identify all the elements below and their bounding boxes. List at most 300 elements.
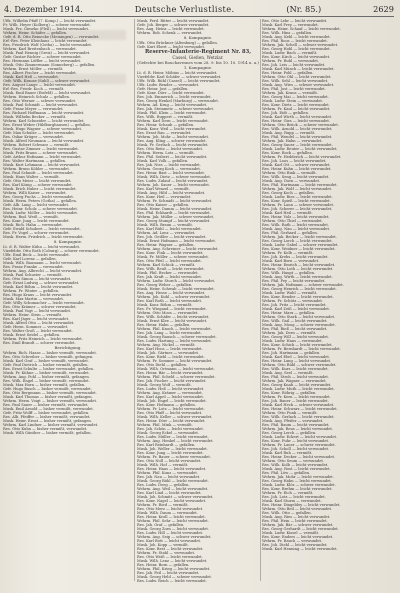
list-item: Res. Konr. Jung — leicht verwundet.: [137, 451, 204, 455]
list-item: Res. Wilh. Schäfer — leicht verwundet.: [137, 315, 210, 319]
list-item: Gefr. Arthur Hofmann — leicht verwundet.: [3, 155, 82, 159]
list-item: Musk. Hans Walter — vermißt.: [3, 175, 60, 179]
list-item: Musk. Konr. Böhm — vermißt.: [137, 303, 193, 307]
list-item: Res. Jak. Nies — leicht verwundet.: [137, 163, 201, 167]
list-item: Musk. Alfred Neumann — leicht verwundet.: [3, 139, 85, 143]
list-item: Musk. Karl Ruh — vermißt.: [262, 451, 313, 455]
list-item: Res. Joh. Diehl — leicht verwundet.: [262, 543, 328, 547]
list-item: Musk. Joh. Schmitt — schwer verwundet.: [137, 495, 214, 499]
list-item: Wehrm. Rich. Haase — bisher vermißt, verwundet.: [3, 351, 97, 355]
section-heading: 8. Kompagnie.: [53, 239, 83, 244]
list-item: Res. Phil. Wendel — leicht verwundet.: [262, 135, 333, 139]
list-item: Res. Heinr. Schaub — gefallen.: [137, 123, 195, 127]
list-item: Wehrm. Fr. Lotz — leicht verwundet.: [137, 407, 205, 411]
list-item: Wehrm. Georg Koch — verwundet.: [137, 167, 201, 171]
list-item: Musk. Georg Eckel — verwundet.: [137, 431, 199, 435]
list-item: Res. Otto Noll — leicht verwundet.: [137, 459, 202, 463]
list-item: Musk. Ludw. Haas — verwundet.: [262, 339, 323, 343]
list-item: Fr. Wilh. Heyer (Kolberg) — schwer verwundet.: [3, 23, 91, 27]
list-item: Res. Gustav Zimmer — leicht verwundet.: [3, 147, 79, 151]
list-item: Wehrm. Fr. Sommer — leicht verwundet.: [137, 359, 213, 363]
list-item: Wehrm. Aug. Henkel — leicht verwundet.: [137, 439, 214, 443]
list-item: Gefr. Alb. Lang — leicht verwundet.: [3, 203, 70, 207]
list-item: Wehrm. Karl Schneider — leicht verwundet.: [3, 119, 85, 123]
list-item: Wehrm. Jak. Hofmann — schwer verwundet.: [262, 283, 344, 287]
list-item: Res. Wilh. Engel — bisher vermißt, verwundet.: [3, 379, 90, 383]
list-item: Res. Phil. Eckhardt — leicht verwundet.: [137, 211, 211, 215]
list-item: Res. Heinr. Gies — leicht verwundet.: [262, 119, 330, 123]
list-item: Res. Otto Pfeil — leicht verwundet.: [137, 259, 202, 263]
list-item: Wehrm. Fr. Kaul — leicht verwundet.: [262, 107, 331, 111]
list-item: Musk. Herm. Peters (Gotha) — gefallen.: [3, 199, 77, 203]
list-item: Res. Heinr. Schwarz — leicht verwundet.: [262, 407, 338, 411]
list-item: Res. Konr. Bender — leicht verwundet.: [262, 295, 334, 299]
list-item: Wehrm. Ad. Lenz — verwundet.: [137, 231, 196, 235]
list-item: Res. Phil. Baum — leicht verwundet.: [262, 423, 330, 427]
list-item: Musk. Max Horn — bisher vermißt, gefallen.: [3, 383, 86, 387]
list-item: Musk. Aug. Moog — schwer verwundet.: [262, 323, 336, 327]
list-item: Wehrm. Fr. Stahl — verwundet.: [137, 551, 196, 555]
list-item: Musk. Phil. Becker — verwundet.: [137, 271, 199, 275]
header-title: Deutsche Verlustliste.: [134, 4, 235, 14]
list-item: Wehrm. Otto Rühl — schwer verwundet.: [262, 363, 337, 367]
list-item: Res. Friedrich Wolf (Gotha) — leicht verwundet.: [3, 43, 93, 47]
list-item: Musk. Karl Graf — bisher vermißt, verwundet.: [3, 359, 89, 363]
list-item: Musk. Heinr. Ernst — bisher vermißt, gefangen.: [3, 419, 92, 423]
list-item: Gefr. Joh. Berger — schwer verwundet.: [137, 23, 210, 27]
list-item: Res. Heinr. Hahn — gefallen.: [137, 323, 191, 327]
list-item: Musk. Ludw. Bach — vermißt.: [262, 51, 318, 55]
list-item: Gefr. Franz Meyer — verwundet.: [3, 107, 64, 111]
list-item: Res. Konr. Röhrig — gefallen.: [262, 391, 317, 395]
list-item: Res. Otto Simon — leicht verwundet.: [3, 277, 72, 281]
list-item: Musk. Karl Ebel — leicht verwundet.: [262, 355, 331, 359]
list-item: Res. Jak. Fischer — leicht verwundet.: [137, 379, 207, 383]
list-item: Res. Albert Fischer — leicht verwundet.: [3, 71, 77, 75]
list-item: Res. Otto Kuhn — bisher vermißt, verwundet.: [3, 427, 88, 431]
page-header: [4, 2, 394, 16]
list-item: Musk. Karl Frey — verwundet.: [262, 23, 319, 27]
list-item: Res. Karl König — schwer verwundet.: [3, 183, 73, 187]
list-item: Res. Ludw. Hartung — leicht verwundet.: [137, 339, 213, 343]
list-item: Wehrm. Fr. Eich — vermißt.: [262, 491, 314, 495]
column-1: [3, 19, 133, 583]
list-item: Res. Ludw. Müller — leicht verwundet.: [137, 435, 209, 439]
list-item: Wehrm. Fr. Ried — vermißt.: [137, 503, 189, 507]
list-item: Wehrm. Fr. Kolb — vermißt.: [262, 251, 314, 255]
list-item: Musk. Fr. Möller — schwer verwundet.: [137, 255, 210, 259]
header-rule: [4, 16, 394, 17]
list-item: Res. Phil. Löw — gefallen.: [262, 471, 311, 475]
list-item: Musk. Emil Bauer (Eisfeld) — leicht verwundet.: [3, 91, 92, 95]
header-page-number: 2629: [373, 4, 394, 14]
list-item: Res. Hugo Kraus — leicht verwundet.: [3, 293, 73, 297]
list-item: Musk. Aug. Kehl — leicht verwundet.: [262, 35, 331, 39]
list-item: Uffz. Ludw. Bender — verwundet.: [137, 83, 200, 87]
list-item: Res. Karl Lind — leicht verwundet.: [137, 491, 202, 495]
list-item: Musk. Aug. Rupp — vermißt.: [262, 131, 316, 135]
column-1-list-2: [3, 245, 133, 345]
list-item: Wehrm. Aug. Krämer — verwundet.: [137, 391, 203, 395]
list-item: Gefr. Hugo Busch — bisher vermißt, verwundet.: [3, 387, 92, 391]
list-item: Res. Jak. Feil — leicht verwundet.: [137, 571, 200, 575]
list-item: Wehrm. Otto Brück — schwer verwundet.: [262, 123, 339, 127]
list-item: Res. Aug. Heinz — leicht verwundet.: [137, 27, 205, 31]
list-item: Res. Franz Franke — verwundet.: [3, 265, 64, 269]
list-item: Wehrm. Aug. Seip — schwer verwundet.: [137, 535, 212, 539]
list-item: Musk. Karl Ott — schwer verwundet.: [262, 163, 331, 167]
list-item: Res. Wilh. Seng — leicht verwundet.: [262, 175, 330, 179]
list-item: Musk. Karl Böhm — leicht verwundet.: [3, 285, 74, 289]
list-item: Wehrm. Otto Beil — leicht verwundet.: [262, 507, 333, 511]
section-heading-correction: Berichtigung.: [54, 345, 82, 350]
list-item: Wehrm. Phil. Mink — vermißt.: [137, 423, 193, 427]
list-item: Res. Phil. Hein — leicht verwundet.: [262, 519, 328, 523]
list-item: Wehrm. Willi Kaiser — verwundet.: [3, 191, 67, 195]
list-item: Res. Otto Merz — leicht verwundet.: [137, 507, 204, 511]
list-item: Gefr. Gustav Richter — schwer verwundet.: [3, 55, 82, 59]
list-item: Res. Heinr. Volz — leicht verwundet.: [262, 215, 330, 219]
list-item: Musk. Paul Schuster — vermißt.: [3, 273, 63, 277]
list-item: Erf.-Res. Peter Kleinhans — leicht verwundet.: [3, 39, 88, 43]
list-item: Wehrm. Jak. Mohr — leicht verwundet.: [262, 475, 334, 479]
list-item: Res. Karl Reinhardt — gefallen.: [137, 443, 196, 447]
list-item: Musk. Ludw. Gabel — schwer verwundet.: [262, 243, 339, 247]
list-item: Musk. Ludw. Möller — leicht verwundet.: [3, 211, 78, 215]
list-item: Wehrm. Fr. Lauer — schwer verwundet.: [262, 443, 336, 447]
list-item: Res. Phil. Stroh — leicht verwundet.: [262, 375, 330, 379]
list-item: Res. Heinr. Kuhn — leicht verwundet.: [262, 167, 332, 171]
list-item: Res. Otto Schreiber — bisher vermißt, gefangen.: [3, 355, 94, 359]
list-item: Res. Ernst Schulte — bisher verwundet, gefallen.: [3, 367, 95, 371]
list-item: Res. Joh. Krebs — leicht verwundet.: [262, 255, 329, 259]
list-item: Res. Wilh. Haupt — gefallen.: [262, 271, 316, 275]
list-item: Wehrm. Joh. Sauer — leicht verwundet.: [137, 183, 210, 187]
list-item: Wehrm. Jak. Kraus — vermißt.: [262, 91, 319, 95]
list-item: Musk. Karl Thomas — bisher vermißt, gefangen.: [3, 395, 93, 399]
list-item: Wehrm. Karl Schick — vermißt.: [137, 263, 196, 267]
list-item: Res. Konr. Heil — verwundet.: [137, 195, 192, 199]
list-item: Wehrm. Fr. Ruhl — verwundet.: [262, 59, 320, 63]
list-item: Musk. Ernst Seidel — gefallen.: [3, 333, 61, 337]
list-item: Vizefeldw. Otto Roth (Coburg) — schwer verwundet.: [3, 249, 100, 253]
list-item: Res. Georg Koch — gefallen.: [262, 191, 315, 195]
list-item: Res. Heinr. Dörr — leicht verwundet.: [137, 419, 206, 423]
list-item: Res. Emil Brandt — schwer verwundet.: [3, 341, 76, 345]
list-item: Wehrm. Otto Ohl — leicht verwundet.: [262, 75, 332, 79]
list-item: Wehrm. Heinr. Schaaf — leicht verwundet.: [262, 27, 341, 31]
list-item: Res. Otto Lehr — leicht verwundet.: [262, 19, 328, 23]
list-item: Erf.-Res. Friedr. Koch — vermißt.: [3, 87, 65, 91]
column-2-list-a: [137, 41, 259, 49]
list-item: Res. Georg Lorch — leicht verwundet.: [262, 239, 333, 243]
list-item: Gefr. Herm. Sommer — verwundet.: [3, 325, 69, 329]
list-item: Wehrm. Ad. Krug — leicht verwundet.: [137, 103, 208, 107]
list-item: Wehrm. Jak. Reus — leicht verwundet.: [262, 427, 334, 431]
list-item: Res. Georg Hahn — leicht verwundet.: [262, 479, 332, 483]
column-3: [262, 19, 394, 583]
list-item: Musk. Hugo Wagner — schwer verwundet.: [3, 127, 83, 131]
list-item: Wehrm. Rud. Weiß — vermißt.: [3, 215, 59, 219]
list-item: Res. Georg Henkel (Marburg) — verwundet.: [137, 99, 219, 103]
list-item: Res. Ernst Weber (Hildburghausen) — gefallen.: [3, 123, 91, 127]
list-item: Res. Karl Jäger — leicht verwundet.: [3, 317, 70, 321]
list-item: Wehrm. Phil. Scheld — schwer verwundet.: [137, 375, 216, 379]
list-item: Res. Joh. Leis — leicht verwundet.: [262, 63, 326, 67]
list-item: Res. Phil. Seibert — leicht verwundet.: [137, 155, 208, 159]
column-1-list-3: [3, 351, 133, 435]
list-item: Res. Otto Werner — schwer verwundet.: [3, 99, 77, 103]
list-item: Gefr. Wilh. Krause (Suhl) — schwer verwundet.: [3, 79, 91, 83]
regiment-battles: (Gefechte bei Bouchavesnes vom 28. 9. bis 10. 10. 1914 u. a.): [137, 60, 259, 65]
list-item: Musk. Ludw. Stein — verwundet.: [262, 99, 323, 103]
list-item: Gefr. Ewald Schubert — leicht verwundet.: [3, 227, 81, 231]
list-item: Musk. Paul Hennig (Greiz) — leicht verwundet.: [3, 51, 91, 55]
list-item: Musk. Karl Born — verwundet.: [262, 259, 320, 263]
list-item: Gefr. d. R. Otto Reinecke (Meiningen) — verwundet.: [3, 35, 100, 39]
list-item: Res. Wilh. Otto — gefallen.: [262, 511, 312, 515]
list-item: Musk. Aug. Wies — schwer verwundet.: [262, 83, 335, 87]
list-item: Res. Joh. Bauer — leicht verwundet.: [262, 399, 329, 403]
list-item: Res. Konr. Jung — leicht verwundet.: [3, 219, 70, 223]
list-item: Musk. Ludw. Muth — leicht verwundet.: [262, 387, 335, 391]
list-item: Musk. Otto Zimmermann (Sonneberg) — gefallen.: [3, 63, 96, 67]
list-item: Res. Jak. Kraft — leicht verwundet.: [137, 275, 202, 279]
column-2: [137, 19, 259, 583]
list-item: Musk. Heinr. Schwab — leicht verwundet.: [137, 287, 215, 291]
column-divider: [134, 19, 135, 581]
list-item: Res. Phil. Jost — leicht verwundet.: [262, 87, 326, 91]
list-item: Gefr. Paul Dietrich — bisher vermißt, gefallen.: [3, 363, 89, 367]
list-item: Musk. Fr. Kühne — bisher vermißt, verwundet.: [3, 371, 90, 375]
list-item: Musk. Karl Heß — verwundet.: [3, 75, 59, 79]
list-item: Gefr. Willy Schumacher — leicht verwundet.: [3, 301, 85, 305]
regiment-title: Reserve-Infanterie-Regiment Nr. 83,: [144, 49, 252, 55]
list-item: Wehrm. Ludw. Storch — leicht verwundet.: [137, 279, 216, 283]
list-item: Res. Otto Weiß — leicht verwundet.: [137, 555, 203, 559]
list-item: Res. Otto Reitz — leicht verwundet.: [137, 147, 204, 151]
list-item: Res. Joh. Scholl — leicht verwundet.: [262, 447, 330, 451]
list-item: Musk. Georg Rühl — leicht verwundet.: [137, 479, 209, 483]
list-item: Res. Georg Fuchs — leicht verwundet.: [3, 195, 74, 199]
list-item: Res. Jak. Steinmetz — schwer verwundet.: [137, 107, 215, 111]
list-item: Res. Karl Wenzel — vermißt.: [137, 187, 190, 191]
list-item: Res. Wilh. Ruth — leicht verwundet.: [262, 223, 329, 227]
list-item: Res. Karl Rühl — leicht verwundet.: [137, 227, 202, 231]
list-item: Res. Walter Groß — leicht verwundet.: [3, 329, 73, 333]
list-item: Gefr. Fritz Wolff — bisher verwundet, gefallen.: [3, 411, 90, 415]
list-item: Res. Wilh. Arnold — leicht verwundet.: [262, 127, 333, 131]
list-item: Res. Wilh. Ruppert — vermißt.: [137, 115, 194, 119]
list-item: Res. Konr. Bock — gefallen.: [262, 151, 313, 155]
list-item: Res. Oskar Krüger — verwundet.: [3, 135, 65, 139]
list-item: Wehrm. Otto Seum — verwundet.: [262, 459, 324, 463]
list-item: Wehrm. Joh. Mohr — leicht verwundet.: [137, 135, 210, 139]
list-item: Musk. Aug. Rost — leicht verwundet.: [262, 467, 331, 471]
list-item: Res. Heinr. Wagner — gefallen.: [137, 243, 195, 247]
list-item: Musk. Kurt Lehmann — leicht verwundet.: [3, 163, 81, 167]
list-item: Res. Karl Appel — leicht verwundet.: [137, 395, 204, 399]
list-item: Wehrm. Fr. Schmidt — leicht verwundet.: [137, 199, 213, 203]
list-item: Res. Heinr. Kroll — leicht verwundet.: [137, 515, 206, 519]
list-item: Res. Georg Gerhardt — leicht verwundet.: [262, 527, 339, 531]
list-item: Wehrm. Fr. Kern — leicht verwundet.: [262, 395, 331, 399]
list-item: Musk. Wilh. Baumann — leicht verwundet.: [3, 261, 82, 265]
list-item: Res. Konr. Fink — leicht verwundet.: [137, 251, 204, 255]
list-item: Wehrm. Aug. Albrecht — leicht verwundet.: [3, 269, 83, 273]
list-item: Res. Konr. Brehm — leicht verwundet.: [262, 487, 333, 491]
list-item: Musk. Alfred Otto — leicht verwundet.: [3, 321, 75, 325]
list-item: Wehrm. Otto Stark — leicht verwundet.: [262, 315, 336, 319]
list-item: Wehrm. Robert Schwarz — vermißt.: [3, 143, 70, 147]
list-item: Res. Wilh. Kurz — leicht verwundet.: [262, 367, 329, 371]
list-item: Wehrm. Jak. Schell — schwer verwundet.: [262, 43, 339, 47]
list-item: Wehrm. Jak. Bär — schwer verwundet.: [262, 523, 334, 527]
list-item: Uffz. Wilhelm Pfaff (7. Komp.) — leicht verwundet.: [3, 19, 97, 23]
list-item: Res. Jak. Lang — leicht verwundet.: [137, 331, 202, 335]
list-item: Res. Karl Bott — leicht verwundet.: [137, 539, 202, 543]
list-item: Res. Heinr. Dingeldey — leicht verwundet.: [262, 503, 341, 507]
list-item: Res. Heinr. Decker — leicht verwundet.: [262, 455, 336, 459]
list-item: Res. Ernst Rau — verwundet.: [137, 131, 192, 135]
list-item: Res. Konr. Enders — leicht verwundet.: [262, 535, 334, 539]
list-item: Musk. Karl Wirth — leicht verwundet.: [262, 115, 333, 119]
list-item: Musk. Karl Zeiß — leicht verwundet.: [262, 307, 330, 311]
list-item: Musk. Paul Schmidt — leicht verwundet.: [3, 103, 79, 107]
list-item: Musk. Wilh. Dietz — schwer verwundet.: [137, 175, 211, 179]
list-item: Res. Joh. Eidt — gefallen.: [262, 111, 309, 115]
list-item: Wehrm. Bruno Köhler — verwundet.: [3, 167, 70, 171]
list-item: Musk. Georg Zorn — leicht verwundet.: [137, 527, 210, 531]
list-item: Res. Phil. Rieß — leicht verwundet.: [262, 327, 328, 331]
list-item: Musk. Ludw. Wahl — vermißt.: [262, 291, 318, 295]
list-item: Wehrm. Otto Loth — leicht verwundet.: [262, 267, 334, 271]
list-item: Musk. Aug. Pfeifer — verwundet.: [262, 419, 324, 423]
list-item: Wehrm. Fr. Bernhardt — leicht verwundet.: [262, 347, 341, 351]
list-item: Wehrm. Otto Moos — verwundet.: [137, 311, 199, 315]
list-item: Res. Georg Stumpf — leicht verwundet.: [137, 219, 211, 223]
list-item: Musk. Aug. Wirth — leicht verwundet.: [262, 275, 333, 279]
list-item: Musk. Joh. Engel — leicht verwundet.: [137, 399, 207, 403]
list-item: Wehrm. Rob. Schenk — verwundet.: [137, 31, 203, 35]
list-item: Lt. d. R. Walter Kühn — leicht verwundet.: [3, 245, 81, 249]
list-item: Wehrm. Jak. Wagner — verwundet.: [262, 379, 327, 383]
list-item: Res. Georg Sauer — leicht verwundet.: [262, 143, 333, 147]
list-item: Musk. Emil Arnold — bisher vermißt, verwundet.: [3, 407, 94, 411]
column-2-list-b: [137, 71, 259, 583]
list-item: Wehrm. Fr. Laun — schwer verwundet.: [262, 203, 335, 207]
list-item: Res. Konr. Spieß — leicht verwundet.: [262, 199, 331, 203]
list-item: Musk. Joh. Gärtner — verwundet.: [137, 351, 200, 355]
column-divider: [260, 19, 261, 581]
list-item: Musk. Frz. Gieseke (Pleß) — leicht verwundet.: [3, 27, 90, 31]
list-item: Res. Heinr. Marx — gefallen.: [262, 311, 316, 315]
list-item: Musk. Ernst Hofmann — leicht verwundet.: [137, 239, 217, 243]
list-item: Res. Otto Krämer — schwer verwundet.: [3, 305, 77, 309]
list-item: Wehrm. Karl Dern — leicht verwundet.: [137, 119, 209, 123]
list-item: Res. Jak. Graf — gefallen.: [137, 523, 185, 527]
list-item: Res. Ludw. Zulauf — leicht verwundet.: [137, 179, 209, 183]
list-item: Wehrm. Fr. Schütz — verwundet.: [262, 299, 324, 303]
list-item: Res. Karl Hoos — leicht verwundet.: [137, 347, 203, 351]
list-item: Res. Otto Diehl — gefallen.: [137, 363, 188, 367]
list-item: Uffz. Emil Beck — leicht verwundet.: [3, 253, 70, 257]
list-item: Musk. Konr. Weil — leicht verwundet.: [137, 127, 207, 131]
list-item: Res. Joh. Emmerich — leicht verwundet.: [137, 95, 212, 99]
list-item: Wehrm. Fr. Rauch — verwundet.: [262, 539, 323, 543]
list-item: Res. Joh. Hartmann — gefallen.: [262, 351, 321, 355]
list-item: Wehrm. Heinr. Schäfer — gefallen.: [3, 31, 68, 35]
section-heading-company: 1. Kompagnie.: [183, 65, 213, 70]
list-item: Musk. Ludw. Eckert — leicht verwundet.: [262, 435, 338, 439]
list-item: Res. Wilh. Kolb — leicht verwundet.: [262, 463, 329, 467]
list-item: Res. Joh. Loos — leicht verwundet.: [262, 159, 327, 163]
list-item: Res. Richard Hoffmann — leicht verwundet.: [3, 111, 85, 115]
list-item: Res. Phil. Roos — leicht verwundet.: [262, 39, 328, 43]
header-issue-number: (Nr. 85.): [286, 4, 322, 14]
list-item: Res. Alb. Pfeiffer — bisher vermißt, verwundet.: [3, 415, 91, 419]
list-item: Wehrm. Karl Breitenbach — verwundet.: [3, 47, 77, 51]
section-heading: 8. Kompagnie.: [183, 35, 213, 40]
column-1-list: [3, 19, 133, 239]
list-item: Res. Phil. Gerhard — gefallen.: [262, 231, 318, 235]
list-item: Res. Konr. Schick — leicht verwundet.: [262, 343, 333, 347]
list-item: Wehrm. Otto Rink — vermißt.: [262, 171, 317, 175]
list-item: Res. Paul Schmitt — leicht verwundet.: [3, 171, 74, 175]
list-item: Musk. Karl Volk — gefallen.: [137, 159, 189, 163]
list-item: Res. Phil. Hartmann — leicht verwundet.: [262, 183, 338, 187]
list-item: Musk. Karl Sturm — verwundet.: [262, 499, 322, 503]
list-item: Res. Heinr. Haas — leicht verwundet.: [137, 467, 207, 471]
list-item: Gefr. Max Schulze — leicht verwundet.: [3, 131, 75, 135]
list-item: Musk. Aug. Seel — vermißt.: [262, 371, 314, 375]
list-item: Gefr. Karl Lorenz — gefallen.: [3, 257, 57, 261]
list-item: Res. Konr. Kirch — leicht verwundet.: [262, 55, 331, 59]
list-item: Musk. Georg Wolf — vermißt.: [137, 383, 192, 387]
list-item: Musk. Ernst Klee — leicht verwundet.: [137, 319, 208, 323]
list-item: Res. Joh. Geißler — leicht verwundet.: [137, 235, 207, 239]
list-item: Musk. Rich. Hahn — verwundet.: [3, 223, 63, 227]
list-item: Musk. Wilh. Hof — vermißt.: [137, 463, 189, 467]
list-item: Res. Fr. Vogel — schwer verwundet.: [3, 231, 70, 235]
list-item: Musk. Georg Held — schwer verwundet.: [137, 575, 213, 579]
list-item: Wehrm. Jak. Wolf — leicht verwundet.: [262, 187, 333, 191]
list-item: Musk. Ludw. Reuter — leicht verwundet.: [262, 147, 338, 151]
list-item: Wehrm. Heinr. Stein — vermißt.: [3, 313, 63, 317]
list-item: Musk. Wilh. Braun — vermißt.: [137, 223, 193, 227]
list-item: Wehrm. Karl Lindner — bisher vermißt, verwundet.: [3, 423, 99, 427]
list-item: Wehrm. Jak. Dern — vermißt.: [262, 331, 317, 335]
list-item: Wehrm. Herm. Lotz — vermißt.: [137, 151, 195, 155]
list-item: Res. Joh. Lotz — leicht verwundet.: [262, 495, 326, 499]
list-item: Res. Walter Hartmann — gefallen.: [3, 159, 67, 163]
list-item: Musk. Heinr. Damm — leicht verwundet.: [137, 207, 213, 211]
list-item: Res. Konr. Nagel — leicht verwundet.: [137, 499, 207, 503]
list-item: Musk. Karl Heck — schwer verwundet.: [262, 403, 335, 407]
list-item: Musk. Karl Heil — vermißt.: [262, 211, 313, 215]
list-item: Wehrm. Phil. Sehr — leicht verwundet.: [137, 519, 209, 523]
list-item: Musk. Ludw. Klös — schwer verwundet.: [262, 483, 336, 487]
list-item: Res. Heinr. Bär — leicht verwundet.: [137, 371, 204, 375]
list-item: Res. Wilh. Sehl — leicht verwundet.: [262, 79, 329, 83]
list-item: Res. August Lange — leicht verwundet.: [3, 83, 76, 87]
list-item: Vizefeldw. Karl Schäfer — schwer verwundet.: [137, 75, 222, 79]
list-item: Res. Karl Roth — leicht verwundet.: [137, 299, 203, 303]
list-item: Wehrm. Fritz Heinrich — leicht verwundet.: [3, 337, 83, 341]
column-2-list-top: [137, 19, 259, 35]
header-date: 4. Dezember 1914.: [4, 4, 83, 14]
list-item: Wehrm. Aug. Nickel — vermißt.: [137, 343, 196, 347]
